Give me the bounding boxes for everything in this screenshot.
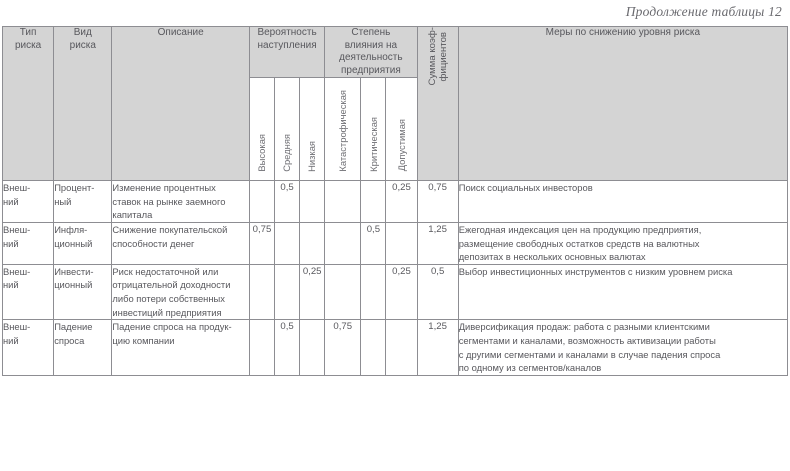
subheader-probability-low: Низкая <box>300 78 325 181</box>
table-row <box>3 320 788 376</box>
cell-description: Падение спроса на продук- цию компании <box>112 320 250 376</box>
cell-probability-high: 0,75 <box>249 222 274 264</box>
col-header-description: Описание <box>112 27 250 181</box>
cell-impact-critical: 0,5 <box>361 222 386 264</box>
col-header-measures: Меры по снижению уровня риска <box>458 27 787 181</box>
cell-impact-acceptable: 0,25 <box>386 181 417 223</box>
cell-impact-catastrophic: 0,75 <box>325 320 361 376</box>
cell-probability-low <box>300 181 325 223</box>
subheader-probability-high: Высокая <box>249 78 274 181</box>
table-row <box>3 264 788 320</box>
cell-probability-medium <box>275 222 300 264</box>
cell-impact-acceptable <box>386 320 417 376</box>
cell-sum: 0,5 <box>417 264 458 320</box>
col-header-sum-coefficients <box>417 27 458 181</box>
cell-impact-catastrophic <box>325 264 361 320</box>
subheader-impact-critical: Критическая <box>361 78 386 181</box>
cell-impact-critical <box>361 320 386 376</box>
col-header-impact <box>325 27 417 78</box>
subheader-impact-acceptable: Допустимая <box>386 78 417 181</box>
impact-line2: влияния на <box>344 39 398 51</box>
impact-line1: Степень <box>351 27 391 38</box>
risk-assessment-table <box>2 26 788 376</box>
cell-risk-type: Внеш- ний <box>3 222 54 264</box>
cell-probability-high <box>249 320 274 376</box>
col-header-probability <box>249 27 324 78</box>
risk-type-line2: риска <box>14 39 42 51</box>
cell-probability-low <box>300 222 325 264</box>
probability-line2: наступления <box>257 39 317 51</box>
cell-description: Снижение покупательской способности денег <box>112 222 250 264</box>
cell-probability-medium: 0,5 <box>275 320 300 376</box>
cell-risk-kind: Падение спроса <box>54 320 112 376</box>
cell-measures: Выбор инвестиционных инструментов с низким уровнем риска <box>458 264 787 320</box>
cell-risk-type: Внеш- ний <box>3 181 54 223</box>
cell-description: Риск недостаточной или отрицательной доходности либо потери собственных инвестиций предприятия <box>112 264 250 320</box>
impact-line4: предприятия <box>341 64 401 76</box>
cell-risk-type: Внеш- ний <box>3 320 54 376</box>
impact-line3: деятельность <box>339 52 403 63</box>
risk-kind-line2: риска <box>69 39 96 51</box>
cell-measures: Поиск социальных инвесторов <box>458 181 787 223</box>
risk-type-line1: Тип <box>19 27 37 38</box>
cell-risk-type: Внеш- ний <box>3 264 54 320</box>
cell-probability-medium: 0,5 <box>275 181 300 223</box>
cell-sum: 1,25 <box>417 320 458 376</box>
cell-impact-catastrophic <box>325 181 361 223</box>
cell-impact-acceptable: 0,25 <box>386 264 417 320</box>
cell-description: Изменение процентных ставок на рынке заемного капитала <box>112 181 250 223</box>
table-head <box>3 27 788 181</box>
table-row <box>3 222 788 264</box>
table-body <box>3 181 788 376</box>
sum-line1: Сумма коэф- <box>426 27 438 86</box>
cell-sum: 1,25 <box>417 222 458 264</box>
continuation-note: Продолжение таблицы 12 <box>625 4 782 19</box>
cell-probability-low <box>300 320 325 376</box>
cell-risk-kind: Инфля- ционный <box>54 222 112 264</box>
col-header-risk-type <box>3 27 54 181</box>
cell-risk-kind: Процент- ный <box>54 181 112 223</box>
col-header-risk-kind <box>54 27 112 181</box>
cell-measures: Диверсификация продаж: работа с разными клиентскими сегментами и каналами, возможность активизации работы с другими сегментами и каналами в случае падения спроса по одному из сегментов/каналов <box>458 320 787 376</box>
header-row-main <box>3 27 788 78</box>
risk-kind-line1: Вид <box>73 27 92 38</box>
sum-header-rotated <box>427 27 449 85</box>
cell-probability-low: 0,25 <box>300 264 325 320</box>
cell-sum: 0,75 <box>417 181 458 223</box>
table-row <box>3 181 788 223</box>
cell-measures: Ежегодная индексация цен на продукцию предприятия, размещение свободных остатков средств на валютных депозитах в нескольких основных валютах <box>458 222 787 264</box>
subheader-impact-catastrophic: Катастрофическая <box>325 78 361 181</box>
cell-probability-high <box>249 264 274 320</box>
cell-probability-medium <box>275 264 300 320</box>
cell-impact-catastrophic <box>325 222 361 264</box>
subheader-probability-medium: Средняя <box>275 78 300 181</box>
cell-risk-kind: Инвести- ционный <box>54 264 112 320</box>
cell-impact-critical <box>361 264 386 320</box>
cell-impact-acceptable <box>386 222 417 264</box>
sum-line2: фициентов <box>437 31 449 81</box>
cell-probability-high <box>249 181 274 223</box>
cell-impact-critical <box>361 181 386 223</box>
probability-line1: Вероятность <box>257 27 317 38</box>
